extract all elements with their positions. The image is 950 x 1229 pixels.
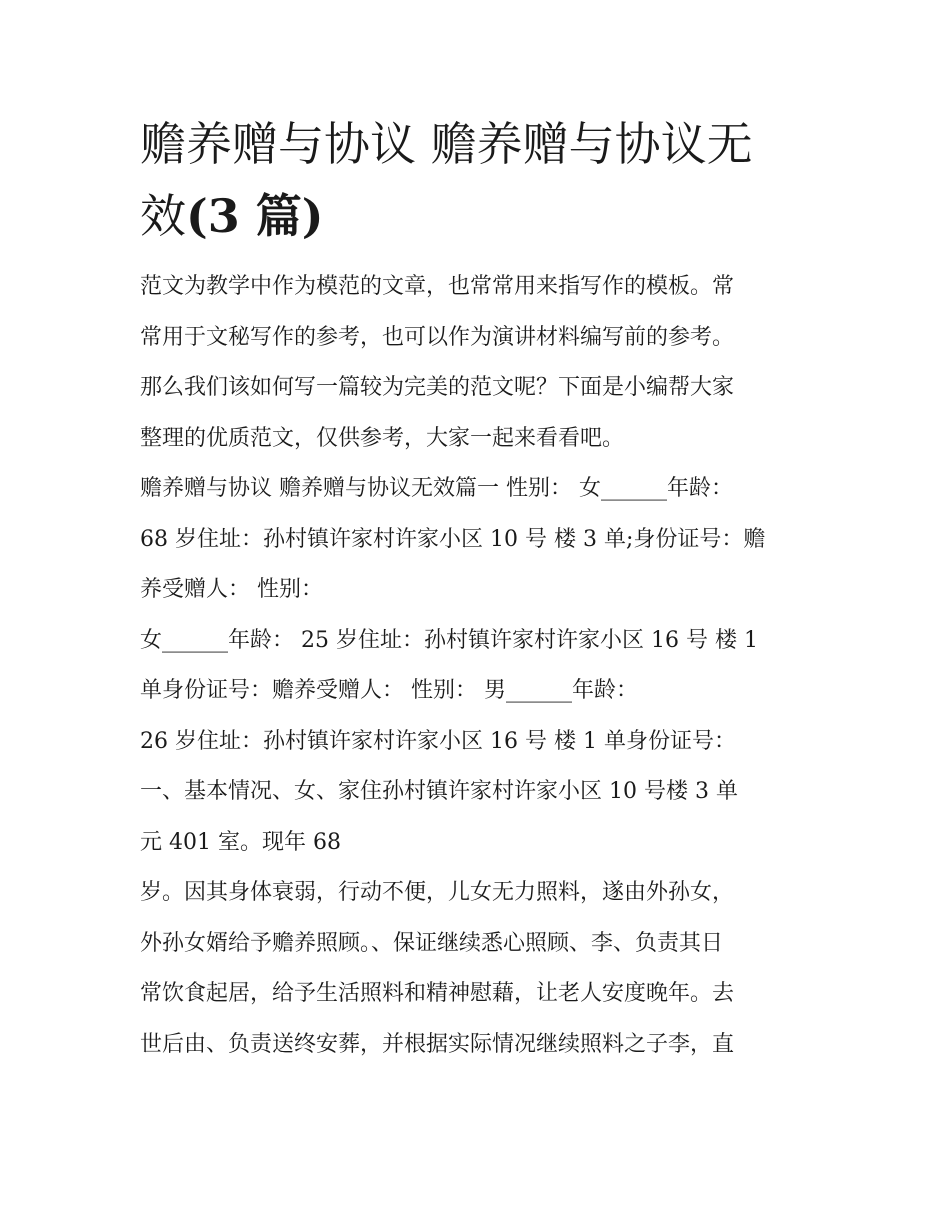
body-line: 常饮食起居，给予生活照料和精神慰藉，让老人安度晚年。去 <box>140 981 735 1006</box>
body-line: 外孙女婿给予赡养照顾。、保证继续悉心照顾、李、负责其日 <box>140 930 724 956</box>
body-line: 单身份证号：赡养受赠人： 性别： 男______年龄： <box>140 678 638 703</box>
title-line-2-prefix: 效 <box>140 189 186 243</box>
body-line: 26 岁住址：孙村镇许家村许家小区 16 号 楼 1 单身份证号： <box>140 728 736 754</box>
title-line-2-count: (3 篇) <box>186 189 324 243</box>
body-line: 世后由、负责送终安葬，并根据实际情况继续照料之子李，直 <box>140 1031 735 1057</box>
document-page <box>140 108 820 1070</box>
body-line: 赡养赠与协议 赡养赠与协议无效篇一 性别： 女______年龄： <box>140 476 733 501</box>
body-line: 一、基本情况、女、家住孙村镇许家村许家小区 10 号楼 3 单 <box>140 779 738 804</box>
body-line: 女______年龄： 25 岁住址：孙村镇许家村许家小区 16 号 楼 1 <box>140 627 758 653</box>
body-line: 整理的优质范文，仅供参考，大家一起来看看吧。 <box>140 425 625 451</box>
body-line: 元 401 室。现年 68 <box>140 829 341 855</box>
body-line: 岁。因其身体衰弱，行动不便，儿女无力照料，遂由外孙女， <box>140 880 735 905</box>
document-body <box>140 262 820 1070</box>
body-line: 68 岁住址：孙村镇许家村许家小区 10 号 楼 3 单;身份证号：赡 <box>140 526 766 552</box>
body-line: 那么我们该如何写一篇较为完美的范文呢？下面是小编帮大家 <box>140 375 735 400</box>
title-line-1: 赡养赠与协议 赡养赠与协议无 <box>140 117 753 171</box>
body-line: 常用于文秘写作的参考，也可以作为演讲材料编写前的参考。 <box>140 324 735 350</box>
body-line: 养受赠人： 性别： <box>140 577 323 602</box>
body-line: 范文为教学中作为模范的文章，也常常用来指写作的模板。常 <box>140 274 735 299</box>
document-title <box>140 108 820 252</box>
